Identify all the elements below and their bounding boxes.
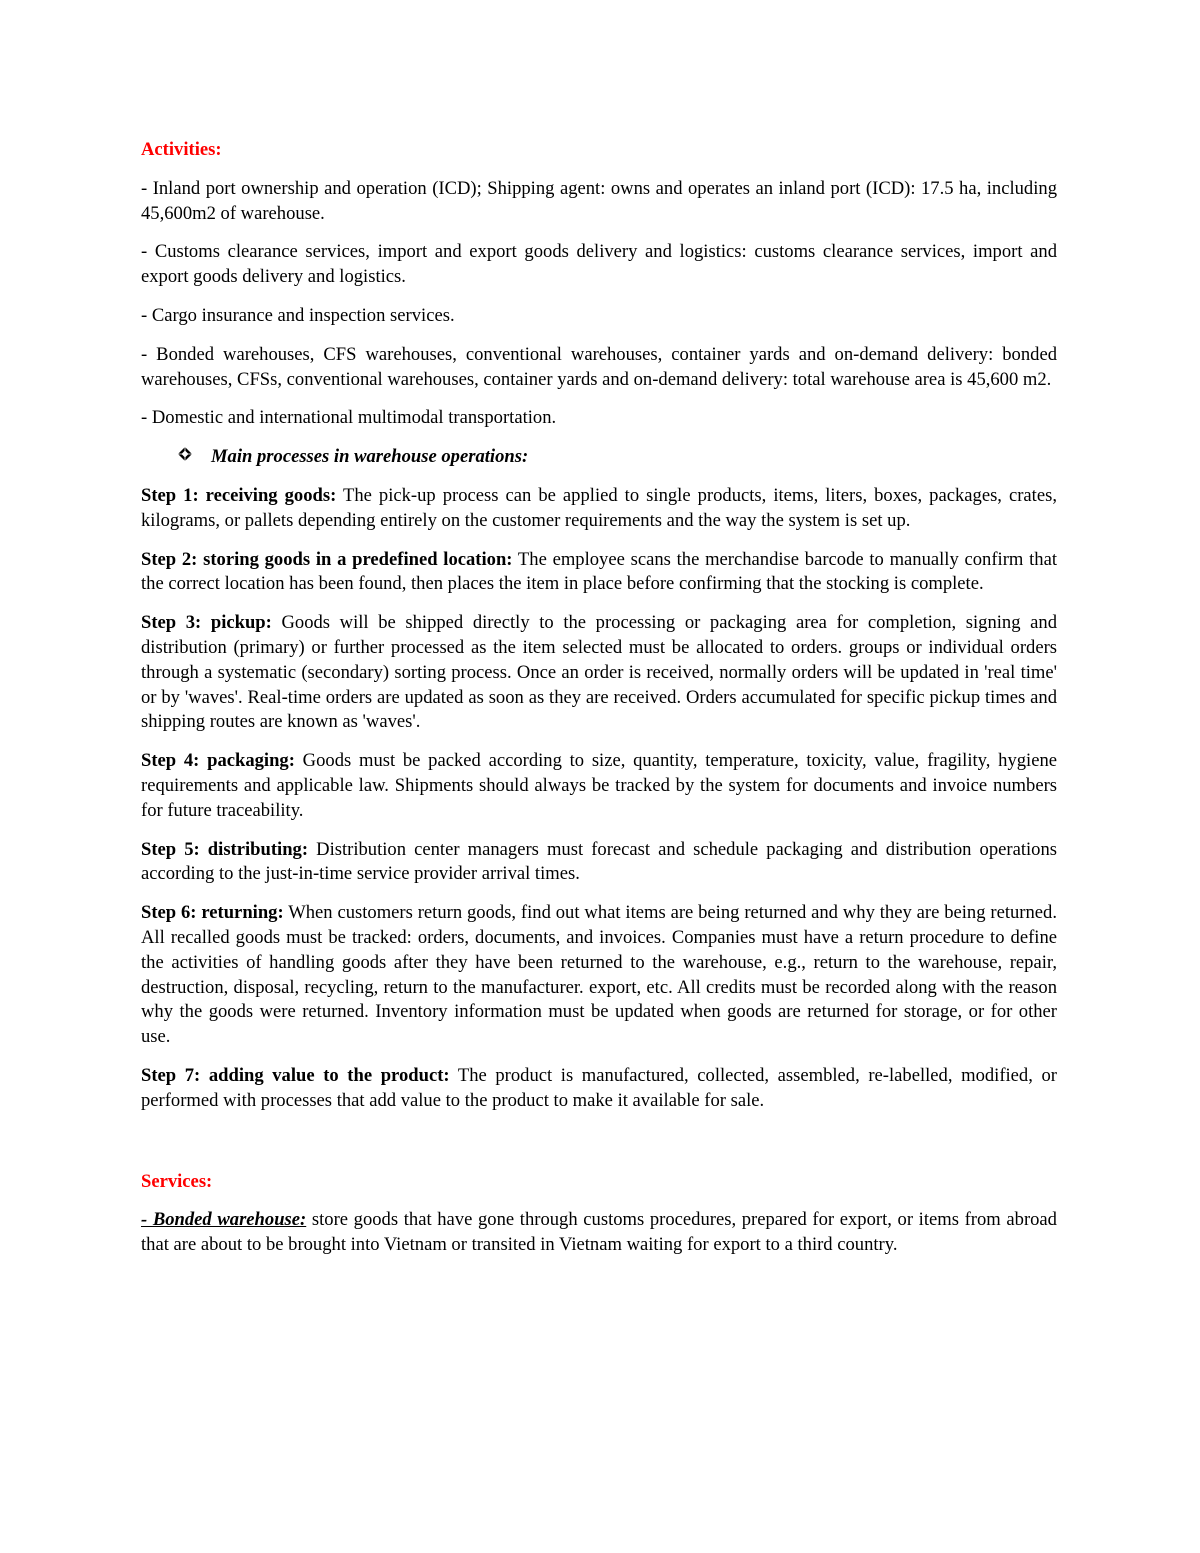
activity-item: - Bonded warehouses, CFS warehouses, conventional warehouses, container yards and on-demand delivery: bonded warehouses, CFSs, conventional warehouses, container yards and on-demand delivery: total warehouse area is 45,600 m2. <box>141 343 1057 390</box>
document-page <box>141 138 1057 1272</box>
step-label: Step 6: returning: <box>141 902 284 924</box>
step-text: Goods must be packed according to size, quantity, temperature, toxicity, value, fragility, hygiene requirements and applicable law. Shipments should always be tracked by the system for documents and invoice numbers for future traceability. <box>141 750 1058 821</box>
step-paragraph <box>141 749 1057 823</box>
step-label: Step 5: distributing: <box>141 838 309 860</box>
step-paragraph <box>141 611 1057 735</box>
activity-item: - Customs clearance services, import and export goods delivery and logistics: customs clearance services, import and export goods delivery and logistics. <box>141 241 1057 288</box>
step-label: Step 4: packaging: <box>141 750 295 772</box>
step-label: Step 3: pickup: <box>141 612 272 634</box>
service-text: store goods that have gone through customs procedures, prepared for export, or items from abroad that are about to be brought into Vietnam or transited in Vietnam waiting for export to a third country. <box>141 1209 1057 1256</box>
step-paragraph <box>141 484 1057 534</box>
activities-heading: Activities: <box>141 139 222 160</box>
step-label: Step 2: storing goods in a predefined location: <box>141 548 513 570</box>
services-heading: Services: <box>141 1170 213 1192</box>
step-text: When customers return goods, find out what items are being returned and why they are being returned. All recalled goods must be tracked: orders, documents, and invoices. Companies must have a return procedure to define the activities of handling goods after they have been returned to the warehouse, e.g., return to the warehouse, repair, destruction, disposal, recycling, return to the manufacturer. export, etc. All credits must be recorded along with the reason why the goods were returned. Inventory information must be updated when goods are returned for storage, or for other use. <box>141 902 1057 1048</box>
step-paragraph <box>141 838 1057 888</box>
step-text: The pick-up process can be applied to single products, items, liters, boxes, packages, crates, kilograms, or pallets depending entirely on the customer requirements and the way the system is set up. <box>141 484 1057 531</box>
diamond-bullet-icon <box>177 445 195 470</box>
step-label: Step 7: adding value to the product: <box>141 1064 450 1086</box>
step-paragraph <box>141 901 1057 1050</box>
activity-item: - Inland port ownership and operation (ICD); Shipping agent: owns and operates an inland port (ICD): 17.5 ha, including 45,600m2 of warehouse. <box>141 177 1057 224</box>
step-label: Step 1: receiving goods: <box>141 484 337 506</box>
section-spacer <box>141 1128 1057 1170</box>
step-text: The employee scans the merchandise barcode to manually confirm that the correct location has been found, then places the item in place before confirming that the stocking is complete. <box>141 548 1057 595</box>
step-text: The product is manufactured, collected, assembled, re-labelled, modified, or performed with processes that add value to the product to make it available for sale. <box>141 1064 1057 1111</box>
step-paragraph <box>141 548 1057 598</box>
activity-item: - Domestic and international multimodal transportation. <box>141 407 557 429</box>
processes-subheading <box>141 445 1057 470</box>
activity-item: - Cargo insurance and inspection services. <box>141 304 455 326</box>
service-label: - Bonded warehouse: <box>141 1209 307 1231</box>
service-paragraph <box>141 1208 1057 1258</box>
step-text: Distribution center managers must forecast and schedule packaging and distribution operations according to the just-in-time service provider arrival times. <box>141 838 1058 885</box>
processes-heading: Main processes in warehouse operations: <box>211 446 529 468</box>
step-text: Goods will be shipped directly to the processing or packaging area for completion, signing and distribution (primary) or further processed as the item selected must be allocated to orders. groups or individual orders through a systematic (secondary) sorting process. Once an order is received, normally orders will be updated in 'real time' or by 'waves'. Real-time orders are updated as soon as they are received. Orders accumulated for specific pickup times and shipping routes are known as 'waves'. <box>141 612 1057 733</box>
step-paragraph <box>141 1064 1057 1114</box>
